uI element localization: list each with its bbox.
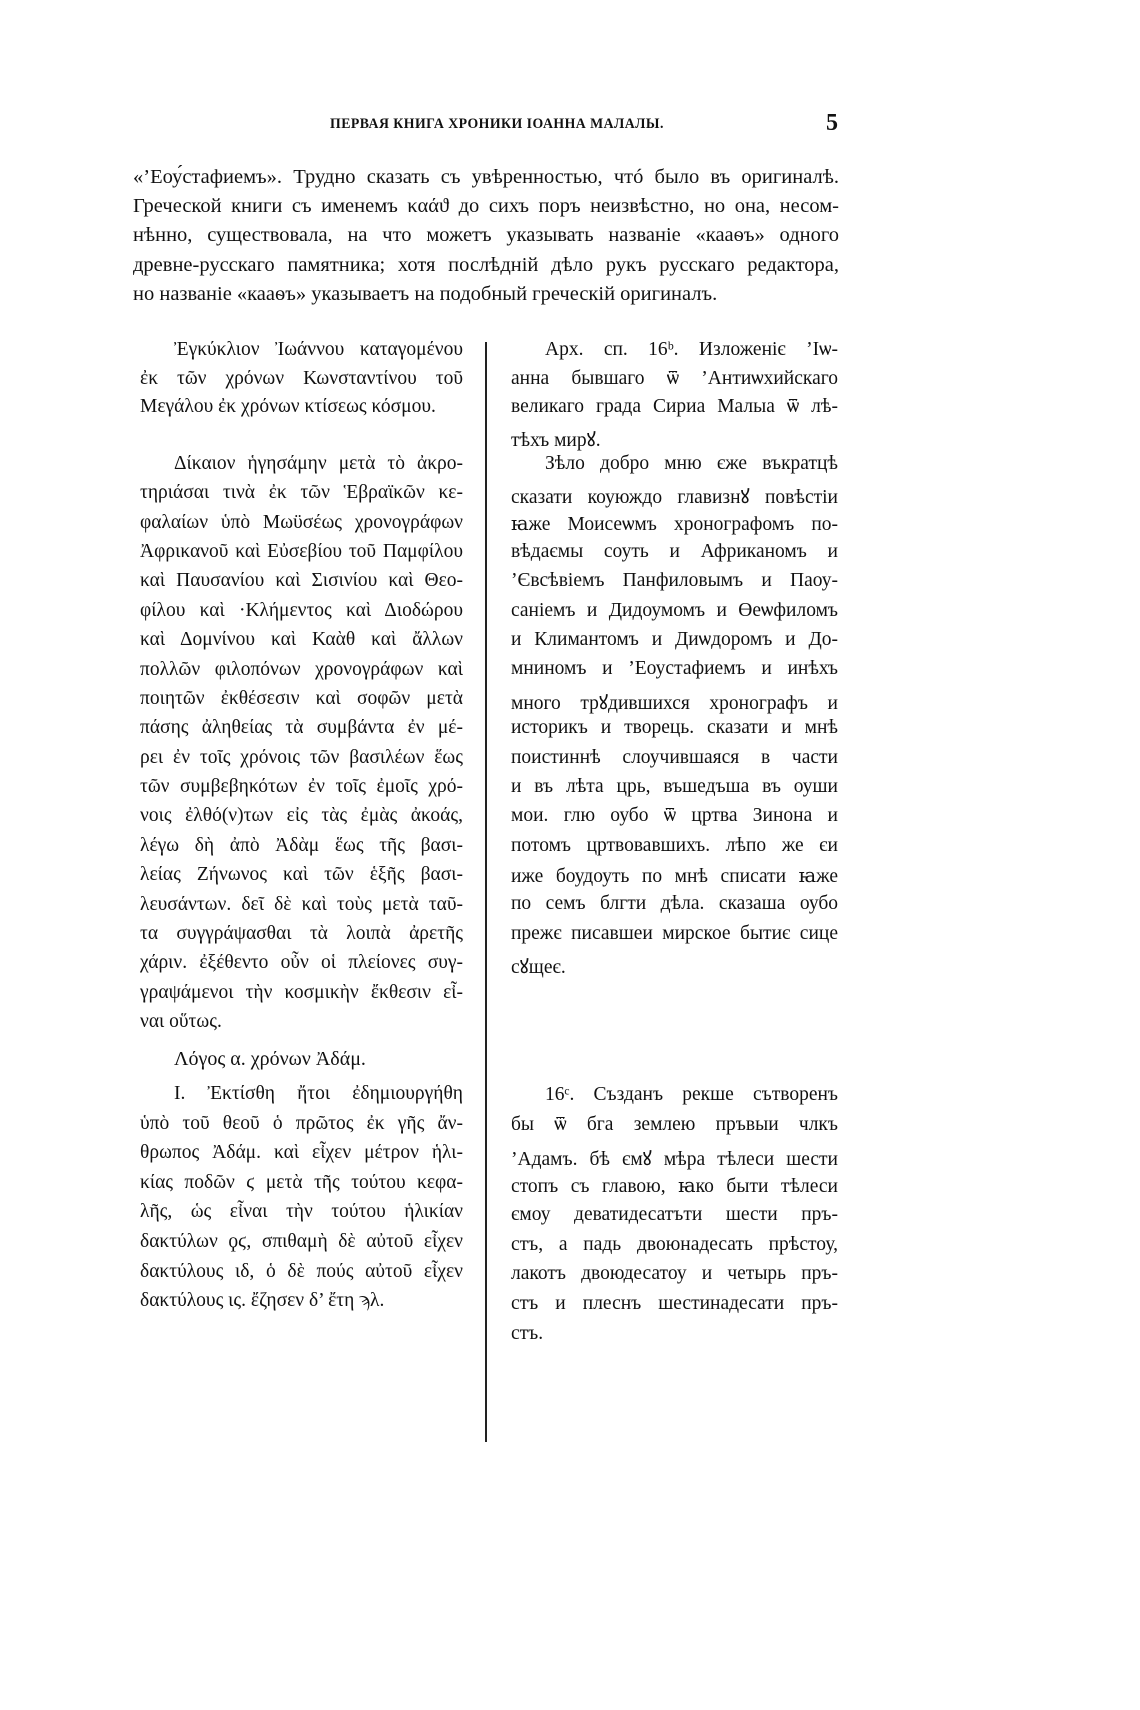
- text-line: стъ, а падь двоюнадесать прѣстоу,: [511, 1233, 838, 1255]
- text-line: 16ᶜ. Създанъ рекше сътворенъ: [545, 1084, 838, 1105]
- text-line: θρωπος Ἀδάμ. καὶ εἶχεν μέτρον ἡλι-: [140, 1142, 463, 1164]
- text-line: τηριάσαι τινὰ ἐκ τῶν Ἑβραϊκῶν κε-: [140, 482, 463, 504]
- text-line: «’Εоу́стафиемъ». Трудно сказать съ увѣренностью, чтó было въ оригиналѣ.: [133, 166, 839, 188]
- text-line: φαλαίων ὑπὸ Μωϋσέως χρονογράφων: [140, 511, 463, 533]
- text-line: стопъ съ главою, ꙗко быти тѣлеси: [511, 1175, 838, 1197]
- text-line: стъ и плеснъ шестинадесати пръ-: [511, 1293, 838, 1315]
- text-line: иже боудоуть по мнѣ списати ꙗже: [511, 865, 838, 887]
- text-line: и Климантомъ и Диѡдоромъ и До-: [511, 629, 838, 651]
- text-line: много трꙋдившихся хронографъ и: [511, 692, 838, 714]
- text-line: I. Ἐκτίσθη ἤτοι ἐδημιουργήθη: [174, 1083, 463, 1104]
- text-line: φίλου καὶ ·Κλήμεντος καὶ Διοδώρου: [140, 599, 463, 621]
- text-line: по семъ блгти дѣла. сказаша оубо: [511, 893, 838, 915]
- text-line: Арх. сп. 16ᵇ. Изложеніє ’Іѡ-: [545, 339, 838, 360]
- text-line: κίας ποδῶν ϛ μετὰ τῆς τούτου κεφα-: [140, 1171, 463, 1193]
- text-line: тѣхъ мирꙋ.: [511, 430, 601, 452]
- column-divider: [485, 342, 487, 1442]
- text-line: ναι οὕτως.: [140, 1011, 222, 1033]
- text-line: λείας Ζήνωνος καὶ τῶν ἑξῆς βασι-: [140, 864, 463, 886]
- text-line: потомъ цртвовавшихъ. лѣпо же єи: [511, 834, 838, 856]
- text-line: δακτύλους ις. ἔζησεν δ’ ἔτη ϡλ.: [140, 1290, 385, 1312]
- text-line: Ἐγκύκλιον Ἰωάννου καταγομένου: [174, 339, 463, 360]
- text-line: стъ.: [511, 1323, 544, 1345]
- text-line: прежє писавшеи мирское бытиє сице: [511, 922, 838, 944]
- text-line: древне-русскаго памятника; хотя послѣдній дѣло рукъ русскаго редактора,: [133, 253, 839, 276]
- text-line: δακτύλων ϙϛ, σπιθαμὴ δὲ αὐτοῦ εἶχεν: [140, 1231, 463, 1252]
- text-line: вѣдаємы соуть и Африканомъ и: [511, 541, 838, 563]
- text-line: λῆς, ὡς εἶναι τὴν τούτου ἡλικίαν: [140, 1201, 463, 1223]
- text-line: νοις ἐλθό(ν)των εἰς τὰς ἐμὰς ἀκοάς,: [140, 805, 463, 827]
- text-line: ποιητῶν ἐκθέσεσιν καὶ σοφῶν μετὰ: [140, 687, 463, 709]
- text-line: Зѣло добро мню єже въкратцѣ: [545, 453, 838, 474]
- text-line: великаго града Сириа Малыа ѿ лѣ-: [511, 396, 838, 418]
- text-line: ’Адамъ. бѣ ємꙋ мѣра тѣлеси шести: [511, 1148, 838, 1170]
- text-line: ἐκ τῶν χρόνων Κωνσταντίνου τοῦ: [140, 367, 463, 389]
- text-line: мниномъ и ’Еоустафиемъ и инѣхъ: [511, 658, 838, 680]
- text-line: но названіе «каaѳъ» указываетъ на подобный греческій оригиналъ.: [133, 282, 718, 305]
- text-line: Δίκαιον ἡγησάμην μετὰ τὸ ἀκρο-: [174, 453, 463, 474]
- text-line: πολλῶν φιλοπόνων χρονογράφων καὶ: [140, 658, 463, 680]
- page-number: 5: [826, 110, 838, 136]
- text-line: мои. глю оубо ѿ цртва Зинона и: [511, 805, 838, 827]
- text-line: ὑπὸ τοῦ θεοῦ ὁ πρῶτος ἐκ γῆς ἄν-: [140, 1112, 463, 1134]
- text-line: лакотъ двоюдесатоу и четырь пръ-: [511, 1263, 838, 1285]
- text-line: τῶν συμβεβηκότων ἐν τοῖς ἐμοῖς χρό-: [140, 776, 463, 798]
- text-line: πάσης ἀληθείας τὰ συμβάντα ἐν μέ-: [140, 717, 463, 739]
- greek-section-heading: Λόγος α. χρόνων Ἀδάμ.: [174, 1048, 366, 1070]
- text-line: ’Євсѣвіемъ Панфиловымъ и Паоу-: [511, 570, 838, 592]
- running-title: ПЕРВАЯ КНИГА ХРОНИКИ ІОАННА МАЛАЛЫ.: [330, 116, 664, 132]
- text-line: λέγω δὴ ἀπὸ Ἀδὰμ ἕως τῆς βασι-: [140, 834, 463, 856]
- text-line: Ἀφρικανοῦ καὶ Εὐσεβίου τοῦ Παμφίλου: [140, 541, 463, 563]
- text-line: χάριν. ἐξέθεντο οὖν οἱ πλείονες συγ-: [140, 952, 463, 974]
- text-line: Греческой книги съ именемъ καάϑ до сихъ поръ неизвѣстно, но она, несом-: [133, 195, 839, 218]
- text-line: δακτύλους ιδ, ὁ δὲ πούς αὐτοῦ εἶχεν: [140, 1260, 463, 1282]
- text-line: ꙗже Моисеѡмъ хронографомъ по-: [511, 513, 838, 535]
- text-line: поистиннѣ слоучившаяся в части: [511, 746, 838, 768]
- text-line: καὶ Παυσανίου καὶ Σισινίου καὶ Θεο-: [140, 570, 463, 592]
- text-line: ρει ἐν τοῖς χρόνοις τῶν βασιλέων ἕως: [140, 746, 463, 768]
- text-line: бы ѿ бга землею пръвыи члкъ: [511, 1113, 838, 1135]
- text-line: и въ лѣта црь, въшедъша въ оуши: [511, 775, 838, 797]
- text-line: λευσάντων. δεῖ δὲ καὶ τοὺς μετὰ ταῦ-: [140, 893, 463, 915]
- text-line: ємоу деватидесатъти шести пръ-: [511, 1203, 838, 1225]
- text-line: καὶ Δομνίνου καὶ Καὰθ καὶ ἄλλων: [140, 629, 463, 651]
- text-line: саніемъ и Дидоумомъ и Өеѡфиломъ: [511, 599, 838, 621]
- text-line: нѣнно, существовала, на что можетъ указывать названіе «каaѳъ» одного: [133, 224, 839, 247]
- text-line: γραψάμενοι τὴν κοσμικὴν ἔκθεσιν εἶ-: [140, 981, 463, 1003]
- text-line: τα συγγράψασθαι τὰ λοιπὰ ἀρετῆς: [140, 922, 463, 944]
- text-line: сꙋщеє.: [511, 956, 566, 978]
- text-line: сказати коуюждо главизнꙋ повѣстіи: [511, 487, 838, 509]
- text-line: анна бывшаго ѿ ’Антиѡхийскаго: [511, 367, 838, 389]
- text-line: Μεγάλου ἐκ χρόνων κτίσεως κόσμου.: [140, 396, 436, 418]
- text-line: историкъ и творець. сказати и мнѣ: [511, 717, 838, 739]
